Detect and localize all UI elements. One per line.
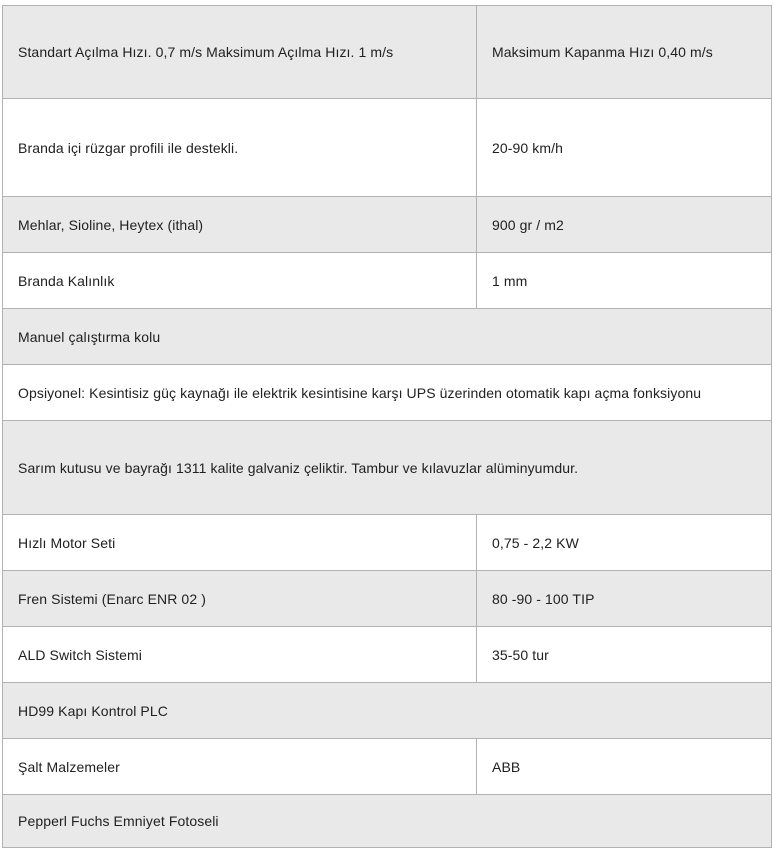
spec-label-cell: Branda Kalınlık	[3, 253, 477, 309]
spec-value-cell: 35-50 tur	[477, 627, 772, 683]
spec-value-cell: Maksimum Kapanma Hızı 0,40 m/s	[477, 6, 772, 99]
spec-full-cell: Opsiyonel: Kesintisiz güç kaynağı ile elektrik kesintisine karşı UPS üzerinden otomatik kapı açma fonksiyonu	[3, 365, 772, 421]
spec-label-cell: Fren Sistemi (Enarc ENR 02 )	[3, 571, 477, 627]
specs-table	[2, 5, 772, 848]
spec-label-cell: Şalt Malzemeler	[3, 739, 477, 795]
table-row	[3, 795, 772, 848]
table-row	[3, 683, 772, 739]
table-row	[3, 627, 772, 683]
table-row	[3, 365, 772, 421]
spec-value-cell: 900 gr / m2	[477, 197, 772, 253]
spec-value-cell: 0,75 - 2,2 KW	[477, 515, 772, 571]
table-row	[3, 421, 772, 515]
table-row	[3, 253, 772, 309]
spec-label-cell: Mehlar, Sioline, Heytex (ithal)	[3, 197, 477, 253]
spec-label-cell: Standart Açılma Hızı. 0,7 m/s Maksimum Açılma Hızı. 1 m/s	[3, 6, 477, 99]
spec-full-cell: Pepperl Fuchs Emniyet Fotoseli	[3, 795, 772, 848]
spec-full-cell: HD99 Kapı Kontrol PLC	[3, 683, 772, 739]
table-row	[3, 99, 772, 197]
spec-label-cell: Hızlı Motor Seti	[3, 515, 477, 571]
spec-value-cell: ABB	[477, 739, 772, 795]
spec-label-cell: Branda içi rüzgar profili ile destekli.	[3, 99, 477, 197]
table-row	[3, 571, 772, 627]
spec-full-cell: Manuel çalıştırma kolu	[3, 309, 772, 365]
spec-value-cell: 80 -90 - 100 TIP	[477, 571, 772, 627]
table-row	[3, 197, 772, 253]
spec-value-cell: 1 mm	[477, 253, 772, 309]
table-row	[3, 6, 772, 99]
table-row	[3, 309, 772, 365]
spec-value-cell: 20-90 km/h	[477, 99, 772, 197]
spec-full-cell: Sarım kutusu ve bayrağı 1311 kalite galvaniz çeliktir. Tambur ve kılavuzlar alüminyumdur.	[3, 421, 772, 515]
table-row	[3, 515, 772, 571]
spec-label-cell: ALD Switch Sistemi	[3, 627, 477, 683]
table-row	[3, 739, 772, 795]
